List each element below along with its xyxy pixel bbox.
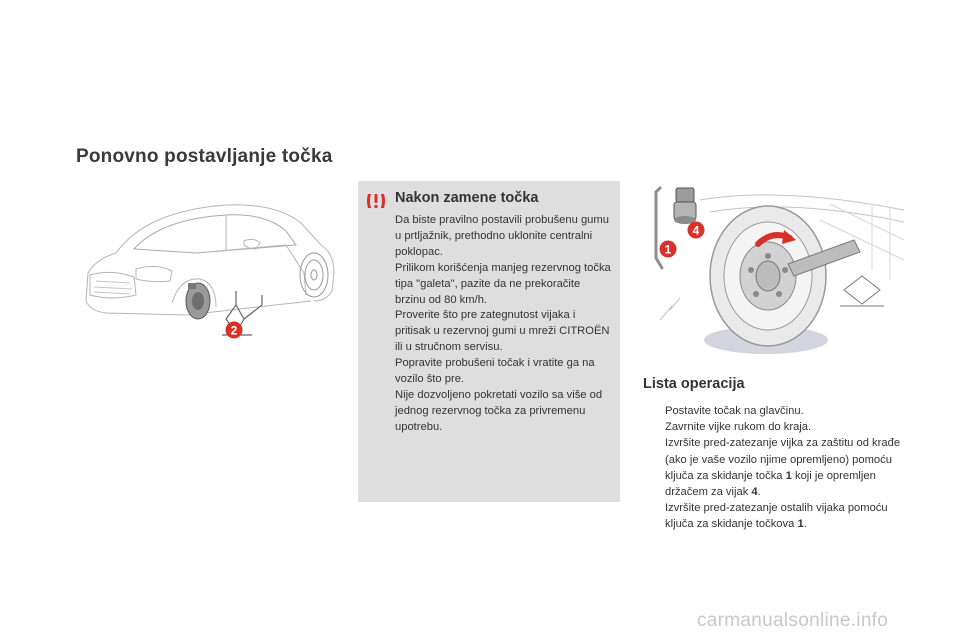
- warning-paragraph: Proverite što pre zategnutost vijaka i pritisak u rezervnoj gumi u mreži CITROËN ili u stručnom servisu.: [395, 309, 610, 354]
- warning-paragraph: Prilikom korišćenja manjeg rezervnog točka tipa "galeta", pazite da ne prekoračite brzinu od 80 km/h.: [395, 261, 611, 306]
- operations-title: Lista operacija: [643, 376, 745, 392]
- warning-icon: [365, 192, 387, 210]
- list-item-text: .: [757, 486, 761, 499]
- list-item-text: koji je opremljen držačem za vijak: [665, 469, 876, 499]
- list-item-text: Izvršite pred-zatezanje ostalih vijaka pomoću ključa za skidanje točkova: [665, 502, 888, 531]
- list-item: [643, 403, 913, 419]
- operations-list: [643, 403, 913, 533]
- list-item-text: Zavrnite vijke rukom do kraja.: [665, 421, 812, 434]
- warning-paragraph: Nije dozvoljeno pokretati vozilo sa više od jednog rezervnog točka za privremenu upotrebu.: [395, 388, 603, 433]
- list-item-text: .: [803, 518, 807, 531]
- list-item: [643, 419, 913, 435]
- callout-2: 2: [230, 323, 238, 338]
- callout-4: 4: [692, 223, 700, 238]
- callout-1: 1: [664, 242, 672, 257]
- warning-paragraph: Popravite probušeni točak i vratite ga na vozilo što pre.: [395, 357, 595, 386]
- warning-box: [358, 181, 620, 502]
- ref-number: 1: [797, 518, 804, 531]
- page-title: Ponovno postavljanje točka: [76, 146, 333, 167]
- warning-body: [395, 213, 613, 436]
- car-jack-illustration: [76, 183, 338, 353]
- list-item-text: Postavite točak na glavčinu.: [665, 405, 804, 417]
- ref-number: 4: [751, 486, 758, 499]
- ref-number: 1: [785, 469, 792, 482]
- list-item-text: Izvršite pred-zatezanje vijka za zaštitu od krađe (ako je vaše vozilo njime opremljeno) pomoću ključa za skidanje točka: [665, 437, 901, 482]
- list-item: [643, 435, 913, 500]
- warning-title: Nakon zamene točka: [395, 190, 539, 206]
- wheel-wrench-illustration: [640, 180, 906, 360]
- warning-paragraph: Da biste pravilno postavili probušenu gumu u prtljažnik, prethodno uklonite centralni poklopac.: [395, 214, 609, 258]
- list-item: [643, 500, 913, 532]
- watermark: carmanualsonline.info: [697, 610, 889, 631]
